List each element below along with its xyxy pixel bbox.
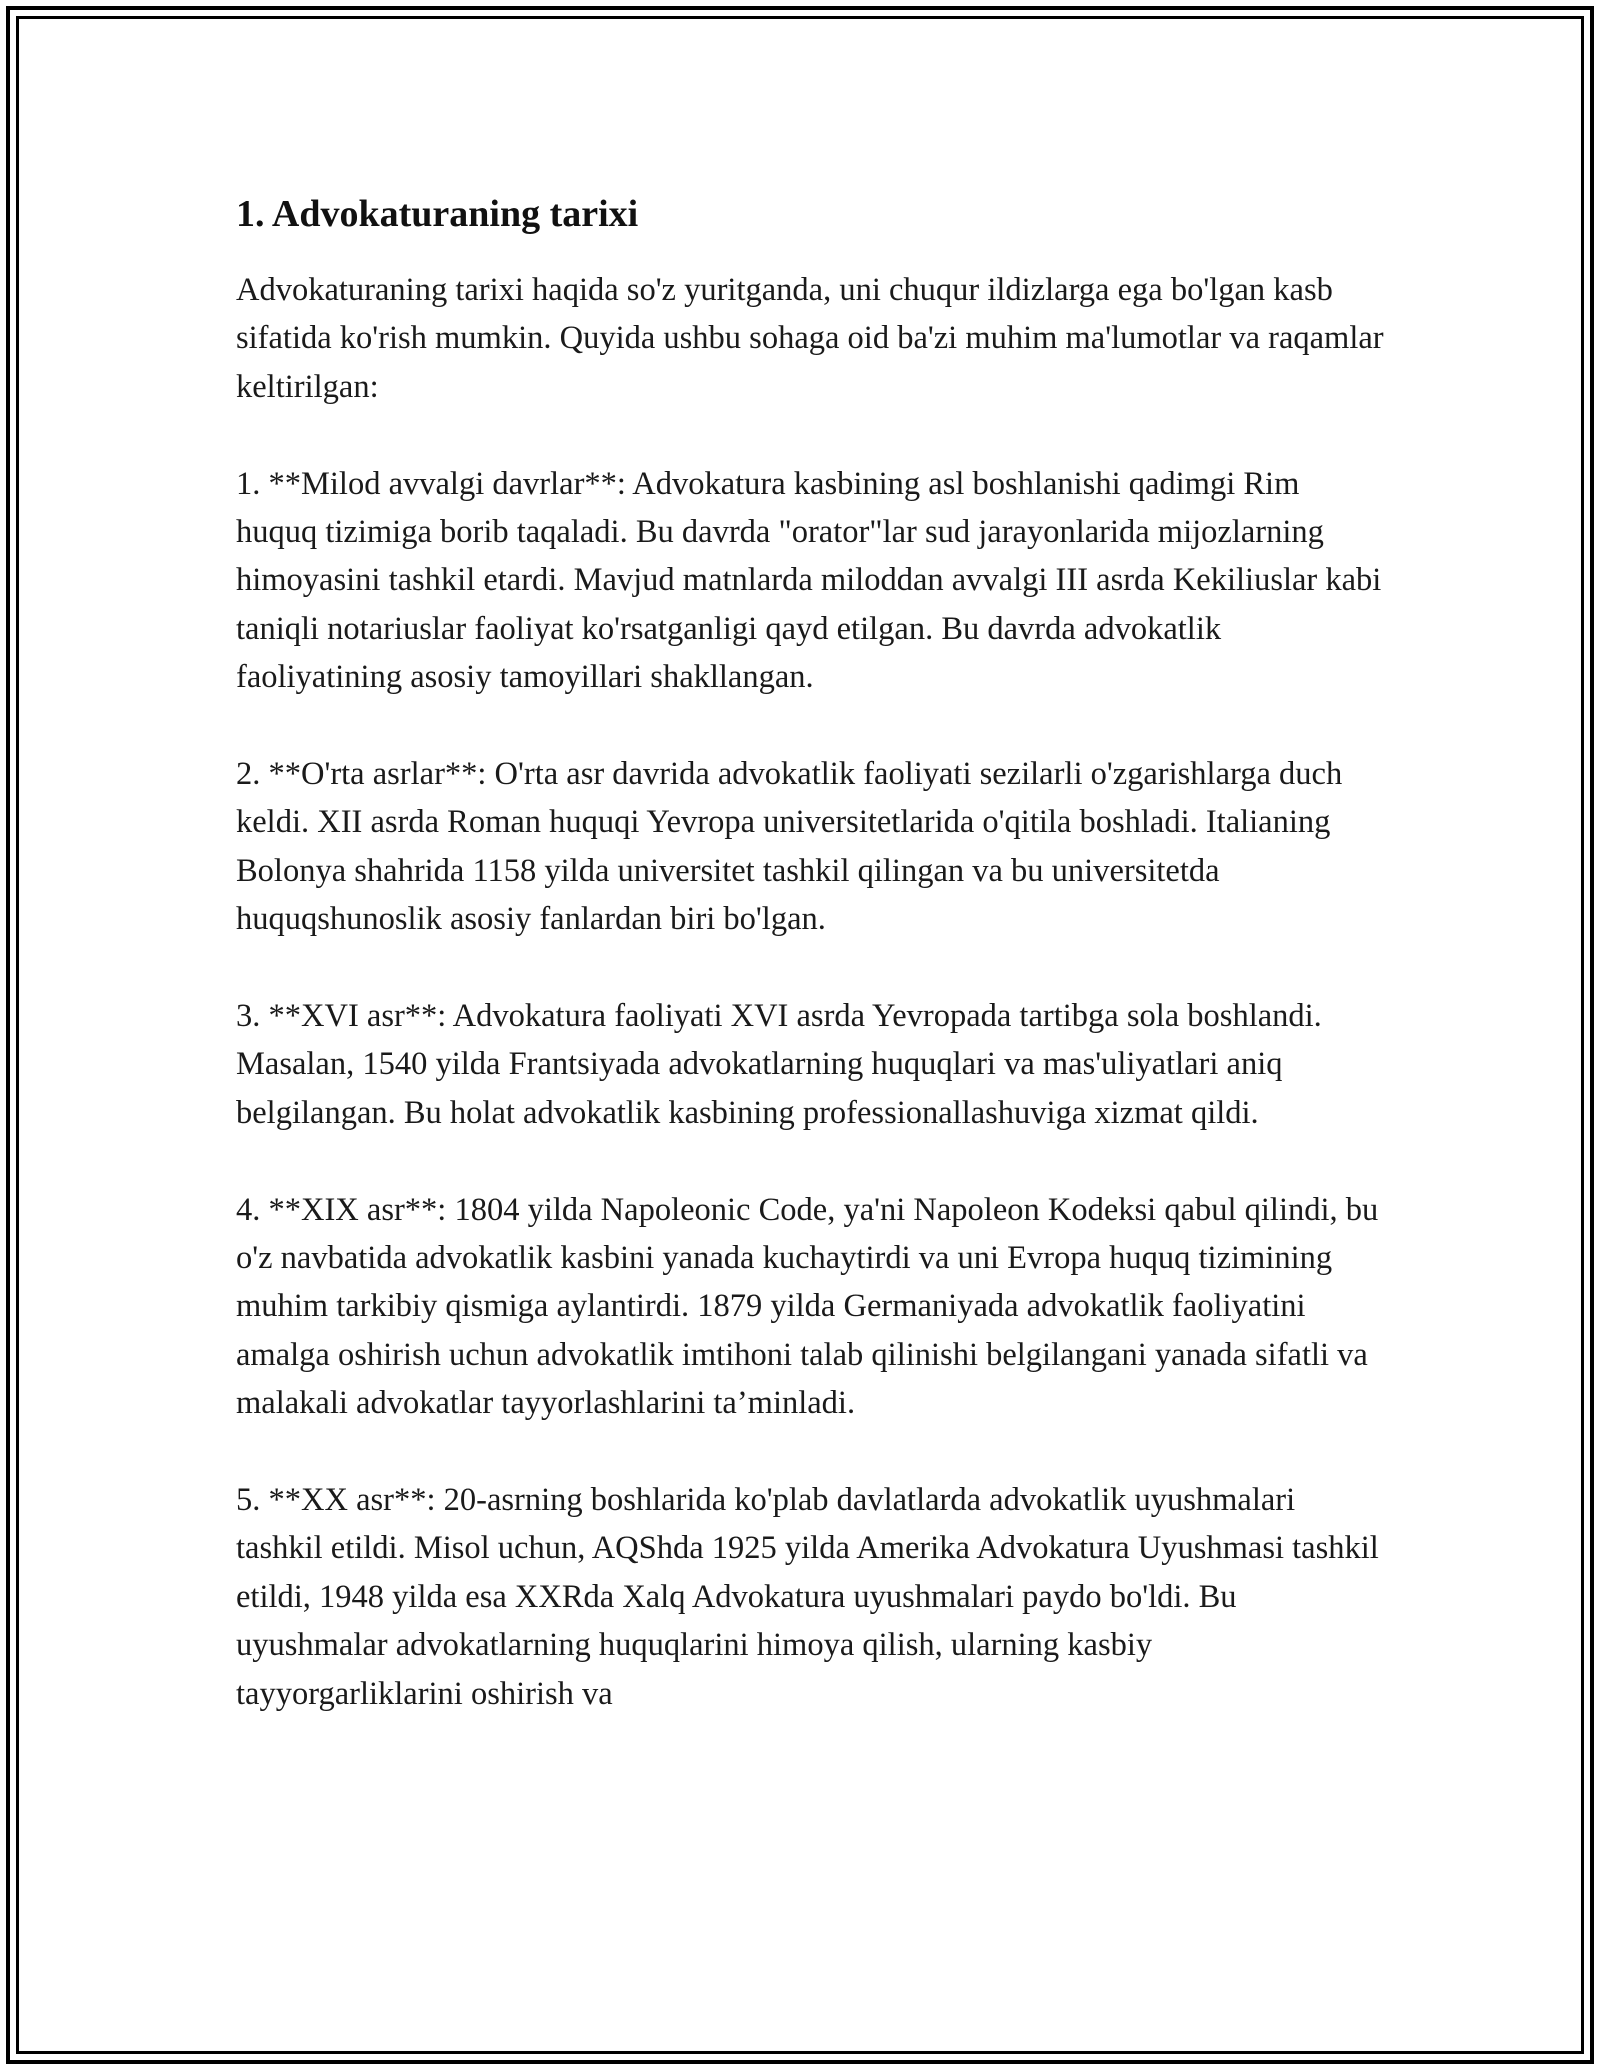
list-item-middle-ages: 2. **O'rta asrlar**: O'rta asr davrida advokatlik faoliyati sezilarli o'zgarishlarga duch keldi. XII asrda Roman huquqi Yevropa universitetlarida o'qitila boshladi. Italianing Bolonya shahrida 1158 yilda universitet tashkil qilingan va bu universitetda huquqshunoslik asosiy fanlardan biri bo'lgan. bbox=[236, 756, 1343, 938]
list-item-20th-century: 5. **XX asr**: 20-asrning boshlarida ko'plab davlatlarda advokatlik uyushmalari tashkil etildi. Misol uchun, AQShda 1925 yilda Amerika Advokatura Uyushmasi tashkil etildi, 1948 yilda esa XXRda Xalq Advokatura uyushmalari paydo bo'ldi. Bu uyushmalar advokatlarning huquqlarini himoya qilish, ularning kasbiy tayyorgarliklarini oshirish va bbox=[236, 1482, 1379, 1712]
list-item-16th-century: 3. **XVI asr**: Advokatura faoliyati XVI asrda Yevropada tartibga sola boshlandi. Masalan, 1540 yilda Frantsiyada advokatlarning huquqlari va mas'uliyatlari aniq belgilangan. Bu holat advokatlik kasbining professionallashuviga xizmat qildi. bbox=[236, 998, 1322, 1131]
list-item-ancient: 1. **Milod avvalgi davrlar**: Advokatura kasbining asl boshlanishi qadimgi Rim huquq tizimiga borib taqaladi. Bu davrda "orator"lar sud jarayonlarida mijozlarning himoyasini tashkil etardi. Mavjud matnlarda miloddan avvalgi III asrda Kekiliuslar kabi taniqli notariuslar faoliyat ko'rsatganligi qayd etilgan. Bu davrda advokatlik faoliyatining asosiy tamoyillari shakllangan. bbox=[236, 465, 1382, 696]
intro-paragraph: Advokaturaning tarixi haqida so'z yuritganda, uni chuqur ildizlarga ega bo'lgan kasb sifatida ko'rish mumkin. Quyida ushbu sohaga oid ba'zi muhim ma'lumotlar va raqamlar keltirilgan: bbox=[236, 272, 1384, 405]
list-item-19th-century: 4. **XIX asr**: 1804 yilda Napoleonic Code, ya'ni Napoleon Kodeksi qabul qilindi, bu o'z navbatida advokatlik kasbini yanada kuchaytirdi va uni Evropa huquq tizimining muhim tarkibiy qismiga aylantirdi. 1879 yilda Germaniyada advokatlik faoliyatini amalga oshirish uchun advokatlik imtihoni talab qilinishi belgilangani yanada sifatli va malakali advokatlar tayyorlashlarini ta’minladi. bbox=[236, 1191, 1379, 1422]
section-heading: 1. Advokaturaning tarixi bbox=[236, 193, 639, 235]
document-body bbox=[236, 184, 1386, 1718]
